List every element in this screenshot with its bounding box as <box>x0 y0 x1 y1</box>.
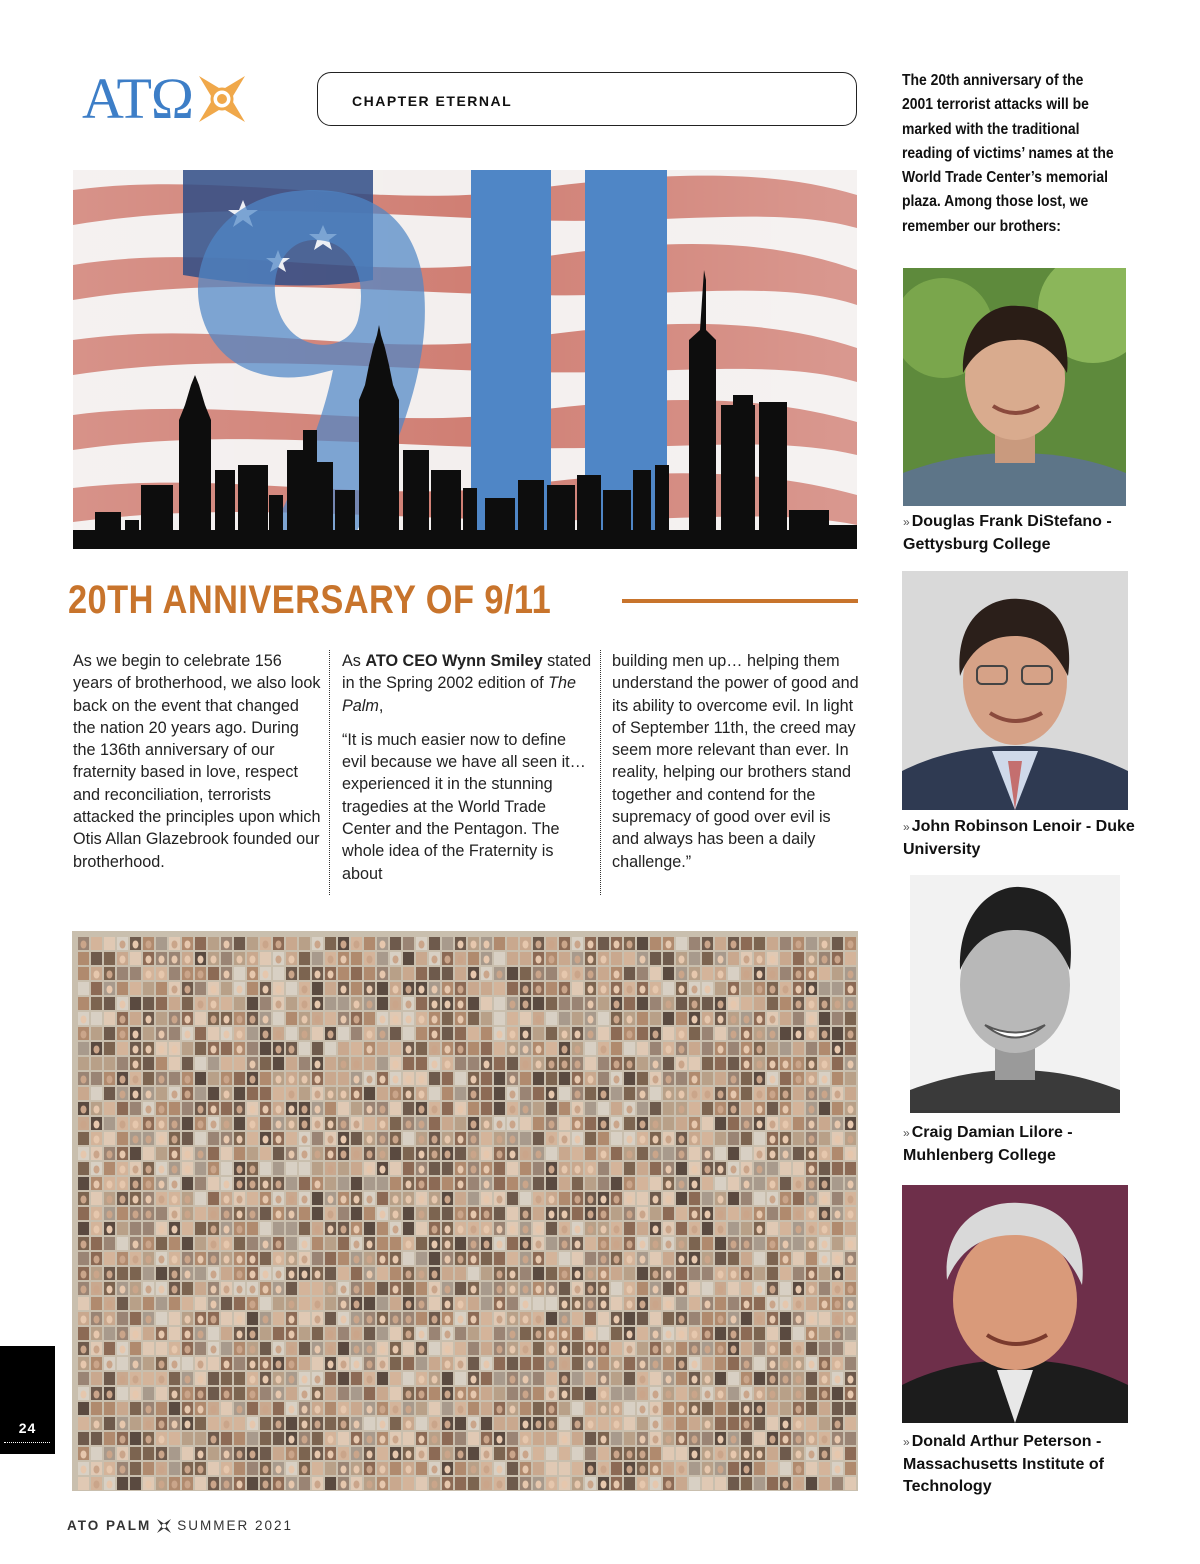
article-column-1: As we begin to celebrate 156 years of brotherhood, we also look back on the event that changed the nation 20 years ago. During the 136th anniversary of our fraternity based in love, respect and reconciliation, terrorists attacked the principles upon which Otis Allan Glazebrook founded our brotherhood. <box>73 652 321 871</box>
caption-text: Douglas Frank DiStefano - Gettysburg College <box>903 513 1112 553</box>
caption-text: John Robinson Lenoir - Duke University <box>903 818 1135 858</box>
page-footer <box>67 1518 293 1533</box>
footer-publication: ATO PALM <box>67 1518 152 1533</box>
portrait-photo <box>902 1185 1128 1423</box>
brother-caption <box>903 511 1143 556</box>
brother-caption <box>903 816 1143 861</box>
column-divider <box>329 650 330 895</box>
portrait-photo <box>903 268 1126 506</box>
article-column-2 <box>342 650 592 885</box>
publication-title: The Palm <box>342 674 576 715</box>
page-number-tab <box>0 1346 55 1454</box>
page-number: 24 <box>18 1420 37 1436</box>
headline-rule <box>622 598 858 604</box>
brother-caption <box>903 1122 1143 1167</box>
portrait-photo <box>910 875 1120 1113</box>
section-tab <box>317 72 857 126</box>
section-label: CHAPTER ETERNAL <box>352 93 513 109</box>
ato-cross-icon <box>157 1519 171 1533</box>
double-chevron-right-icon: » <box>903 515 910 529</box>
dotted-rule <box>4 1442 50 1443</box>
brother-caption <box>903 1431 1143 1499</box>
double-chevron-right-icon: » <box>903 1126 910 1140</box>
logo-letters: ATΩ <box>82 66 193 131</box>
footer-issue: SUMMER 2021 <box>177 1518 294 1533</box>
col2-intro-2: stated in the Spring 2002 edition of <box>342 652 592 693</box>
flag-skyline-graphic <box>73 170 857 549</box>
article-column-3: building men up… helping them understand the power of good and its ability to overcome evil. In light of September 11th, the creed may seem more relevant than ever. In reality, helping our brothers stand together and contend for the supremacy of good over evil is and always has been a daily challenge.” <box>612 652 859 871</box>
ceo-name: ATO CEO Wynn Smiley <box>365 652 543 670</box>
hero-illustration <box>73 170 857 549</box>
ato-logo <box>82 66 282 131</box>
double-chevron-right-icon: » <box>903 820 910 834</box>
ato-cross-icon <box>197 74 247 124</box>
victims-photo-mosaic <box>72 931 858 1491</box>
col2-intro: As <box>342 652 366 670</box>
caption-text: Donald Arthur Peterson - Massachusetts Institute of Technology <box>903 1433 1104 1495</box>
col2-intro-3: , <box>378 696 384 715</box>
caption-text: Craig Damian Lilore - Muhlenberg College <box>903 1124 1073 1164</box>
sidebar-intro: The 20th anniversary of the 2001 terrorist attacks will be marked with the traditional reading of victims’ names at the World Trade Center’s memorial plaza. Among those lost, we remember our brothers: <box>902 72 1114 235</box>
ceo-quote: “It is much easier now to define evil because we have all seen it…experienced it in the stunning tragedies at the World Trade Center and the Pentagon. The whole idea of the Fraternity is about <box>342 730 586 883</box>
photo-mosaic-grid <box>72 931 858 1491</box>
column-divider <box>600 650 601 895</box>
double-chevron-right-icon: » <box>903 1435 910 1449</box>
article-headline: 20TH ANNIVERSARY OF 9/11 <box>68 578 552 622</box>
portrait-photo <box>902 571 1128 810</box>
